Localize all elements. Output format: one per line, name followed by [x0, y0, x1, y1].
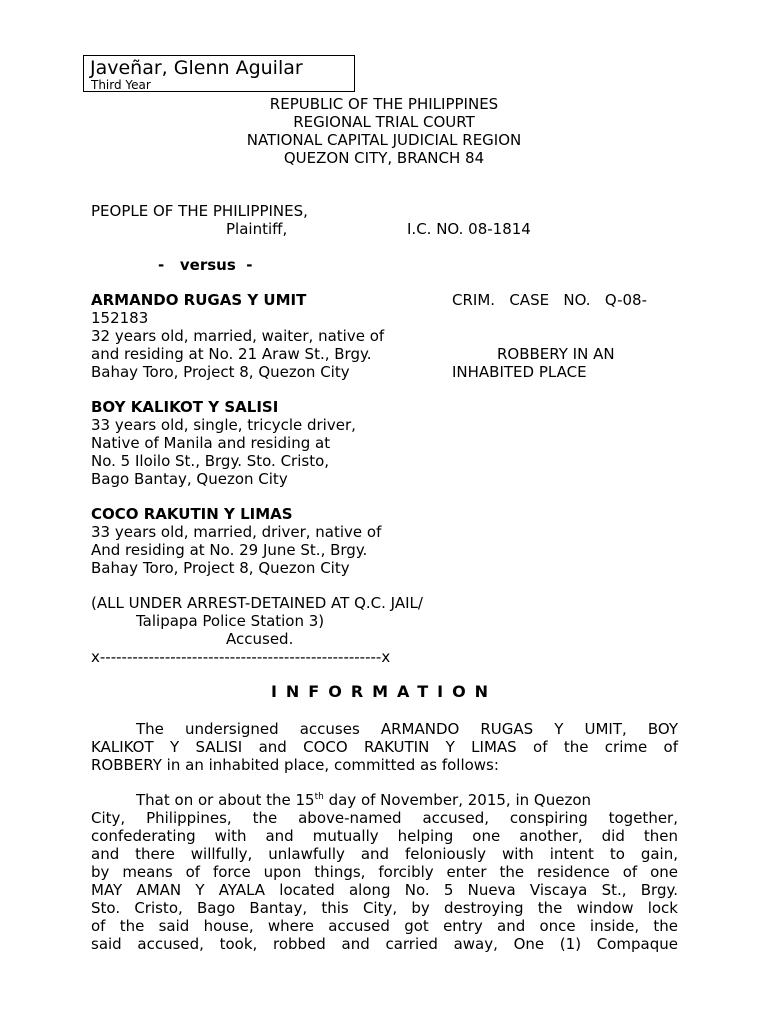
student-name: Javeñar, Glenn Aguilar — [90, 57, 303, 79]
para2-rest: day of November, 2015, in Quezon — [323, 791, 592, 809]
accused-1-detail: Bahay Toro, Project 8, Quezon City — [91, 363, 350, 381]
ic-number: I.C. NO. 08-1814 — [407, 220, 531, 238]
accused-3-detail: And residing at No. 29 June St., Brgy. — [91, 541, 368, 559]
caption-separator: x----------------------------------------------------x — [91, 648, 391, 666]
court-line-rtc: REGIONAL TRIAL COURT — [293, 113, 475, 131]
para2-line: by means of force upon things, forcibly enter the residence of one — [91, 863, 678, 881]
offense-line-1: ROBBERY IN AN — [497, 345, 615, 363]
detention-line-2: Talipapa Police Station 3) — [136, 612, 325, 630]
detention-line-1: (ALL UNDER ARREST-DETAINED AT Q.C. JAIL/ — [91, 594, 423, 612]
para2-line: MAY AMAN Y AYALA located along No. 5 Nueva Viscaya St., Brgy. — [91, 881, 678, 899]
para2-line: said accused, took, robbed and carried away, One (1) Compaque — [91, 935, 678, 953]
plaintiff-name: PEOPLE OF THE PHILIPPINES, — [91, 202, 308, 220]
student-name-box — [83, 55, 355, 92]
accused-1-detail: 32 years old, married, waiter, native of — [91, 327, 385, 345]
para1-line: ROBBERY in an inhabited place, committed as follows: — [91, 756, 499, 774]
student-year: Third Year — [91, 78, 151, 92]
para2-line: of the said house, where accused got entry and once inside, the — [91, 917, 678, 935]
accused-3-name: COCO RAKUTIN Y LIMAS — [91, 505, 293, 523]
offense-line-2: INHABITED PLACE — [452, 363, 587, 381]
accused-2-name: BOY KALIKOT Y SALISI — [91, 398, 279, 416]
para1-line: KALIKOT Y SALISI and COCO RAKUTIN Y LIMAS of the crime of — [91, 738, 678, 756]
court-line-branch: QUEZON CITY, BRANCH 84 — [283, 149, 485, 167]
accused-label: Accused. — [226, 630, 294, 648]
para2-line: City, Philippines, the above-named accused, conspiring together, — [91, 809, 678, 827]
para2-line: and there willfully, unlawfully and feloniously with intent to gain, — [91, 845, 678, 863]
court-line-republic: REPUBLIC OF THE PHILIPPINES — [269, 95, 499, 113]
accused-1-name: ARMANDO RUGAS Y UMIT — [91, 291, 307, 309]
accused-1-detail: and residing at No. 21 Araw St., Brgy. — [91, 345, 372, 363]
crim-case-number-cont: 152183 — [91, 309, 149, 327]
ordinal-suffix: th — [314, 792, 324, 802]
accused-2-detail: 33 years old, single, tricycle driver, — [91, 416, 356, 434]
para1-line: The undersigned accuses ARMANDO RUGAS Y UMIT, BOY — [136, 720, 678, 738]
accused-3-detail: Bahay Toro, Project 8, Quezon City — [91, 559, 350, 577]
versus-label: - versus - — [158, 256, 253, 274]
accused-3-detail: 33 years old, married, driver, native of — [91, 523, 382, 541]
document-title: INFORMATION — [270, 682, 498, 701]
accused-2-detail: No. 5 Iloilo St., Brgy. Sto. Cristo, — [91, 452, 330, 470]
plaintiff-role: Plaintiff, — [226, 220, 288, 238]
para2-first-line — [136, 791, 678, 809]
para2-line: Sto. Cristo, Bago Bantay, this City, by destroying the window lock — [91, 899, 678, 917]
court-line-region: NATIONAL CAPITAL JUDICIAL REGION — [246, 131, 522, 149]
para2-start: That on or about the 15 — [136, 791, 315, 809]
crim-case-number: CRIM. CASE NO. Q-08- — [452, 291, 647, 309]
accused-2-detail: Native of Manila and residing at — [91, 434, 331, 452]
para2-line: confederating with and mutually helping one another, did then — [91, 827, 678, 845]
accused-2-detail: Bago Bantay, Quezon City — [91, 470, 288, 488]
